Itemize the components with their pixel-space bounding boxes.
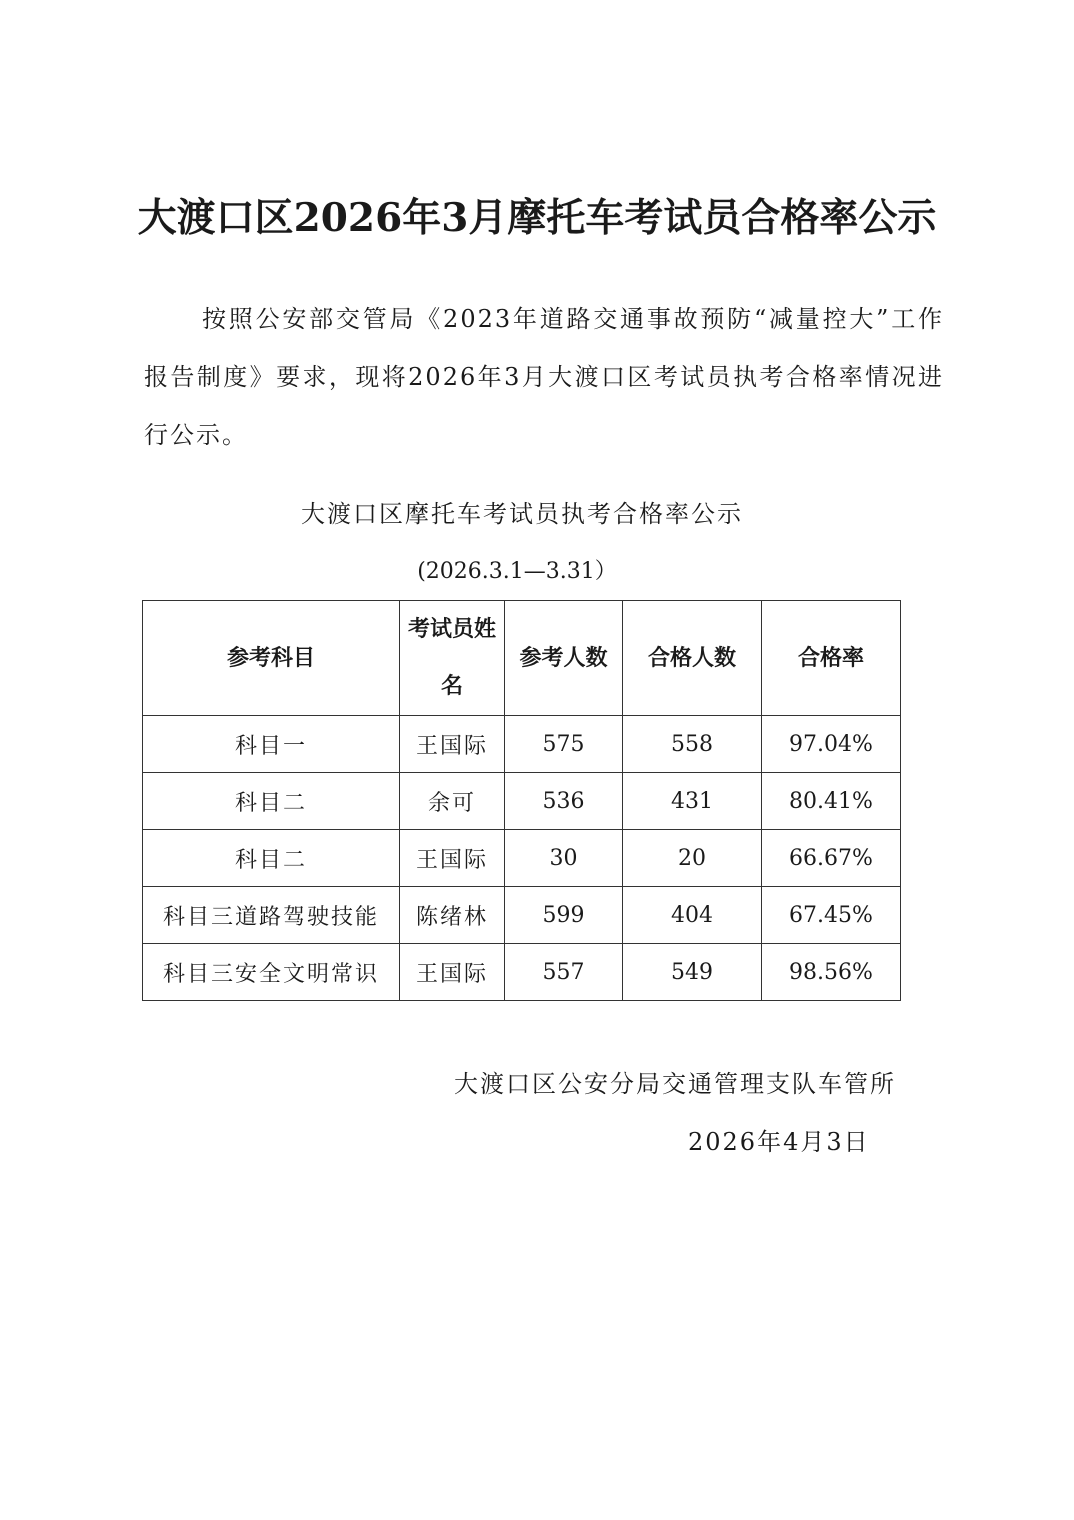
- cell-rate: 66.67%: [762, 830, 901, 887]
- cell-subject: 科目一: [143, 716, 400, 773]
- table-header-row: [143, 601, 901, 716]
- cell-rate: 98.56%: [762, 944, 901, 1001]
- header-participants: 参考人数: [505, 601, 623, 716]
- cell-examiner: 余可: [400, 773, 505, 830]
- cell-rate: 97.04%: [762, 716, 901, 773]
- cell-rate: 67.45%: [762, 887, 901, 944]
- intro-paragraph: 按照公安部交管局《2023年道路交通事故预防“减量控大”工作报告制度》要求，现将2026年3月大渡口区考试员执考合格率情况进行公示。: [144, 305, 944, 449]
- table-row: [143, 887, 901, 944]
- header-passed: 合格人数: [623, 601, 762, 716]
- table-row: [143, 944, 901, 1001]
- table-row: [143, 830, 901, 887]
- header-examiner: 考试员姓名: [400, 601, 505, 716]
- cell-participants: 557: [505, 944, 623, 1001]
- cell-passed: 404: [623, 887, 762, 944]
- table-row: [143, 773, 901, 830]
- signature-date: 2026年4月3日: [688, 1128, 870, 1156]
- cell-examiner: 陈绪林: [400, 887, 505, 944]
- cell-examiner: 王国际: [400, 830, 505, 887]
- cell-passed: 431: [623, 773, 762, 830]
- cell-passed: 549: [623, 944, 762, 1001]
- document-title: 大渡口区2026年3月摩托车考试员合格率公示: [137, 195, 937, 241]
- pass-rate-table: [142, 600, 901, 1001]
- signature-organization: 大渡口区公安分局交通管理支队车管所: [454, 1070, 896, 1098]
- cell-passed: 20: [623, 830, 762, 887]
- cell-subject: 科目二: [143, 830, 400, 887]
- header-subject: 参考科目: [143, 601, 400, 716]
- cell-examiner: 王国际: [400, 944, 505, 1001]
- cell-participants: 30: [505, 830, 623, 887]
- cell-participants: 536: [505, 773, 623, 830]
- cell-rate: 80.41%: [762, 773, 901, 830]
- cell-participants: 575: [505, 716, 623, 773]
- cell-passed: 558: [623, 716, 762, 773]
- header-rate: 合格率: [762, 601, 901, 716]
- cell-subject: 科目三安全文明常识: [143, 944, 400, 1001]
- table-title: 大渡口区摩托车考试员执考合格率公示: [301, 500, 743, 528]
- table-row: [143, 716, 901, 773]
- cell-subject: 科目三道路驾驶技能: [143, 887, 400, 944]
- cell-subject: 科目二: [143, 773, 400, 830]
- cell-participants: 599: [505, 887, 623, 944]
- table-period: (2026.3.1—3.31）: [417, 559, 617, 584]
- cell-examiner: 王国际: [400, 716, 505, 773]
